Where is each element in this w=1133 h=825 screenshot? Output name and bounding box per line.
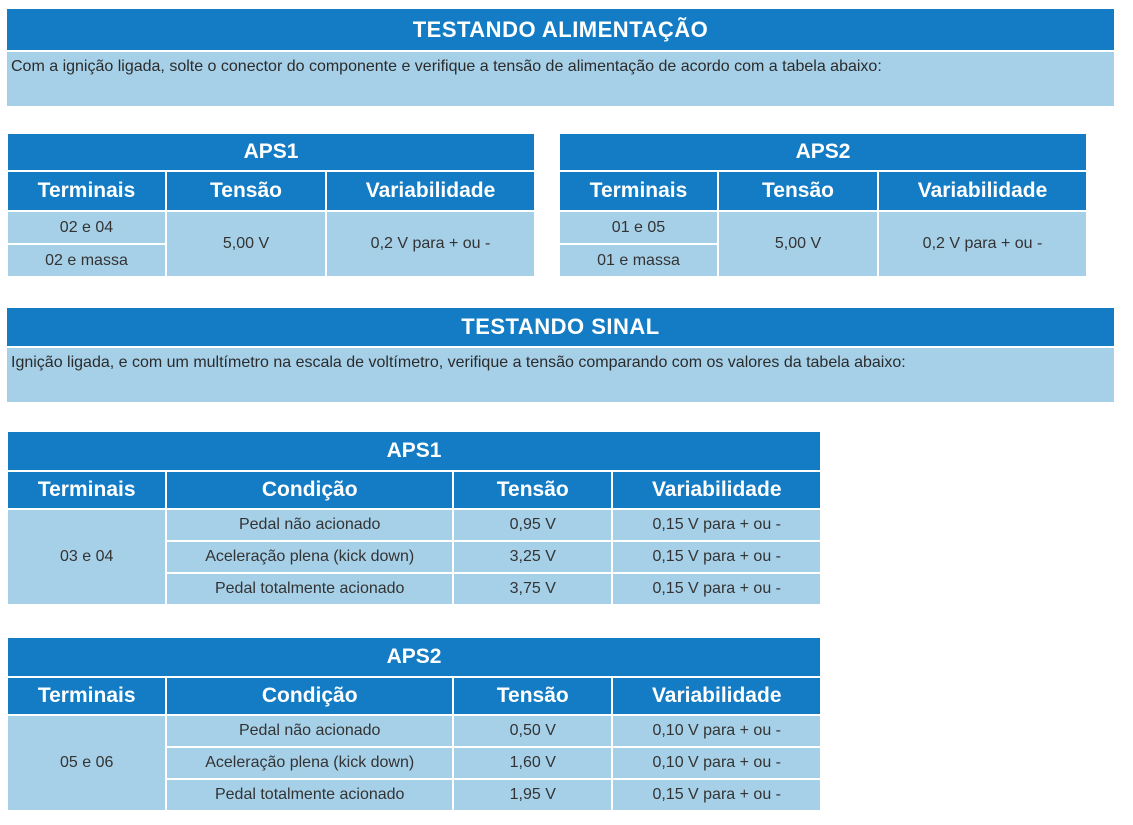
header-voltage: Tensão: [454, 472, 611, 508]
condition-cell: Pedal não acionado: [167, 510, 452, 540]
signal-table-aps2: [6, 636, 822, 812]
header-voltage: Tensão: [719, 172, 877, 210]
section-title-power: TESTANDO ALIMENTAÇÃO: [7, 9, 1114, 50]
variability-cell: 0,15 V para + ou -: [613, 780, 820, 810]
header-voltage: Tensão: [454, 678, 611, 714]
section-title-signal: TESTANDO SINAL: [7, 308, 1114, 346]
variability-cell: 0,10 V para + ou -: [613, 716, 820, 746]
voltage-cell: 1,60 V: [454, 748, 611, 778]
header-condition: Condição: [167, 678, 452, 714]
terminal-cell: 02 e massa: [8, 245, 165, 276]
variability-cell: 0,2 V para + ou -: [327, 212, 534, 276]
condition-cell: Aceleração plena (kick down): [167, 542, 452, 572]
power-table-aps1: [6, 132, 536, 278]
header-variability: Variabilidade: [327, 172, 534, 210]
power-table-aps2: [558, 132, 1088, 278]
voltage-cell: 1,95 V: [454, 780, 611, 810]
section-description-signal: Ignição ligada, e com um multímetro na escala de voltímetro, verifique a tensão comparando com os valores da tabela abaixo:: [7, 348, 1114, 402]
header-condition: Condição: [167, 472, 452, 508]
table-title: APS2: [8, 638, 820, 676]
voltage-cell: 3,25 V: [454, 542, 611, 572]
terminal-cell: 02 e 04: [8, 212, 165, 243]
voltage-cell: 0,50 V: [454, 716, 611, 746]
condition-cell: Pedal totalmente acionado: [167, 574, 452, 604]
signal-table-aps1: [6, 430, 822, 606]
table-title: APS1: [8, 432, 820, 470]
section-description-power: Com a ignição ligada, solte o conector do componente e verifique a tensão de alimentação de acordo com a tabela abaixo:: [7, 52, 1114, 106]
variability-cell: 0,15 V para + ou -: [613, 542, 820, 572]
table-title: APS1: [8, 134, 534, 170]
header-variability: Variabilidade: [613, 678, 820, 714]
voltage-cell: 0,95 V: [454, 510, 611, 540]
voltage-cell: 3,75 V: [454, 574, 611, 604]
voltage-cell: 5,00 V: [719, 212, 877, 276]
header-variability: Variabilidade: [613, 472, 820, 508]
header-terminals: Terminais: [8, 472, 165, 508]
header-voltage: Tensão: [167, 172, 325, 210]
condition-cell: Aceleração plena (kick down): [167, 748, 452, 778]
header-terminals: Terminais: [560, 172, 717, 210]
header-terminals: Terminais: [8, 678, 165, 714]
variability-cell: 0,15 V para + ou -: [613, 510, 820, 540]
terminal-cell: 01 e 05: [560, 212, 717, 243]
variability-cell: 0,10 V para + ou -: [613, 748, 820, 778]
condition-cell: Pedal não acionado: [167, 716, 452, 746]
condition-cell: Pedal totalmente acionado: [167, 780, 452, 810]
terminal-cell: 05 e 06: [8, 716, 165, 810]
terminal-cell: 03 e 04: [8, 510, 165, 604]
header-variability: Variabilidade: [879, 172, 1086, 210]
variability-cell: 0,2 V para + ou -: [879, 212, 1086, 276]
header-terminals: Terminais: [8, 172, 165, 210]
variability-cell: 0,15 V para + ou -: [613, 574, 820, 604]
terminal-cell: 01 e massa: [560, 245, 717, 276]
voltage-cell: 5,00 V: [167, 212, 325, 276]
table-title: APS2: [560, 134, 1086, 170]
